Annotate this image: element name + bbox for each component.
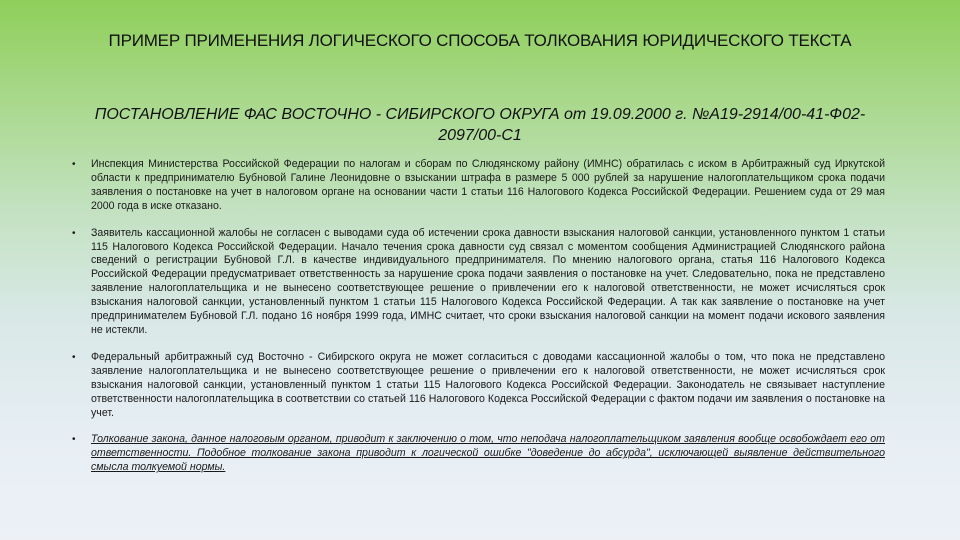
bullet-text: Инспекция Министерства Российской Федерации по налогам и сборам по Слюдянскому району (ИМНС) обратилась с иском в Арбитражный суд Иркутской области к предпринимателю Бубновой Галине Леонидовне о взыскании штрафа в размере 5 000 рублей за нарушение налогоплательщиком срока подачи заявления о постановке на учет в налоговом органе на основании части 1 статьи 116 Налогового Кодекса Российской Федерации. Решением суда от 29 мая 2000 года в иске отказано. (91, 158, 885, 212)
bullet-text: Федеральный арбитражный суд Восточно - Сибирского округа не может согласиться с доводами кассационной жалобы о том, что пока не представлено заявление налогоплательщика и не вынесено соответствующее решение о привлечении его к налоговой ответственности, не может исчисляться срок взыскания налоговой санкции, установленный пунктом 1 статьи 115 Налогового Кодекса Российской Федерации. Законодатель не связывает наступление ответственности налогоплательщика в соответствии со статьей 116 Налогового Кодекса Российской Федерации с фактом подачи им заявления о постановке на учет. (91, 350, 885, 419)
bullet-text: Толкование закона, данное налоговым органом, приводит к заключению о том, что неподача налогоплательщиком заявления вообще освобождает его от ответственности. Подобное толкование закона приводит к логической ошибке "доведение до абсурда", исключающей выявление действительного смысла толкуемой нормы. (91, 433, 885, 474)
bullet-text: Заявитель кассационной жалобы не согласен с выводами суда об истечении срока давности взыскания налоговой санкции, установленного пунктом 1 статьи 115 Налогового Кодекса Российской Федерации. Начало течения срока давности суд связал с моментом сообщения Администрацией Слюдянского района сведений о регистрации Бубновой Г.Л. в качестве индивидуального предпринимателя. По мнению налогового органа, статья 116 Налогового Кодекса Российской Федерации предусматривает ответственность за нарушение срока подачи заявления о постановке на учет. Следовательно, пока не представлено заявление налогоплательщика и не вынесено соответствующее решение о привлечении его к налоговой ответственности, не может исчисляться срок взыскания налоговой санкции, установленный пунктом 1 статьи 115 Налогового Кодекса Российской Федерации. А так как заявление о постановке на учет предпринимателем Бубновой Г.Л. подано 16 ноября 1999 года, ИМНС считает, что сроки взыскания налоговой санкции на момент подачи искового заявления не истекли. (91, 226, 885, 336)
bullet-marker-icon: • (72, 351, 76, 363)
bullet-marker-icon: • (72, 434, 76, 446)
bullet-list (70, 158, 885, 488)
bullet-marker-icon: • (72, 227, 76, 239)
bullet-marker-icon: • (72, 159, 76, 170)
slide-subtitle: ПОСТАНОВЛЕНИЕ ФАС ВОСТОЧНО - СИБИРСКОГО ОКРУГА от 19.09.2000 г. №А19-2914/00-41-Ф02-2097/00-С1 (94, 106, 866, 144)
bullet-item (70, 158, 885, 214)
bullet-item (70, 433, 885, 475)
bullet-item (70, 351, 885, 421)
bullet-item (70, 227, 885, 338)
slide-title: ПРИМЕР ПРИМЕНЕНИЯ ЛОГИЧЕСКОГО СПОСОБА ТОЛКОВАНИЯ ЮРИДИЧЕСКОГО ТЕКСТА (108, 31, 852, 50)
